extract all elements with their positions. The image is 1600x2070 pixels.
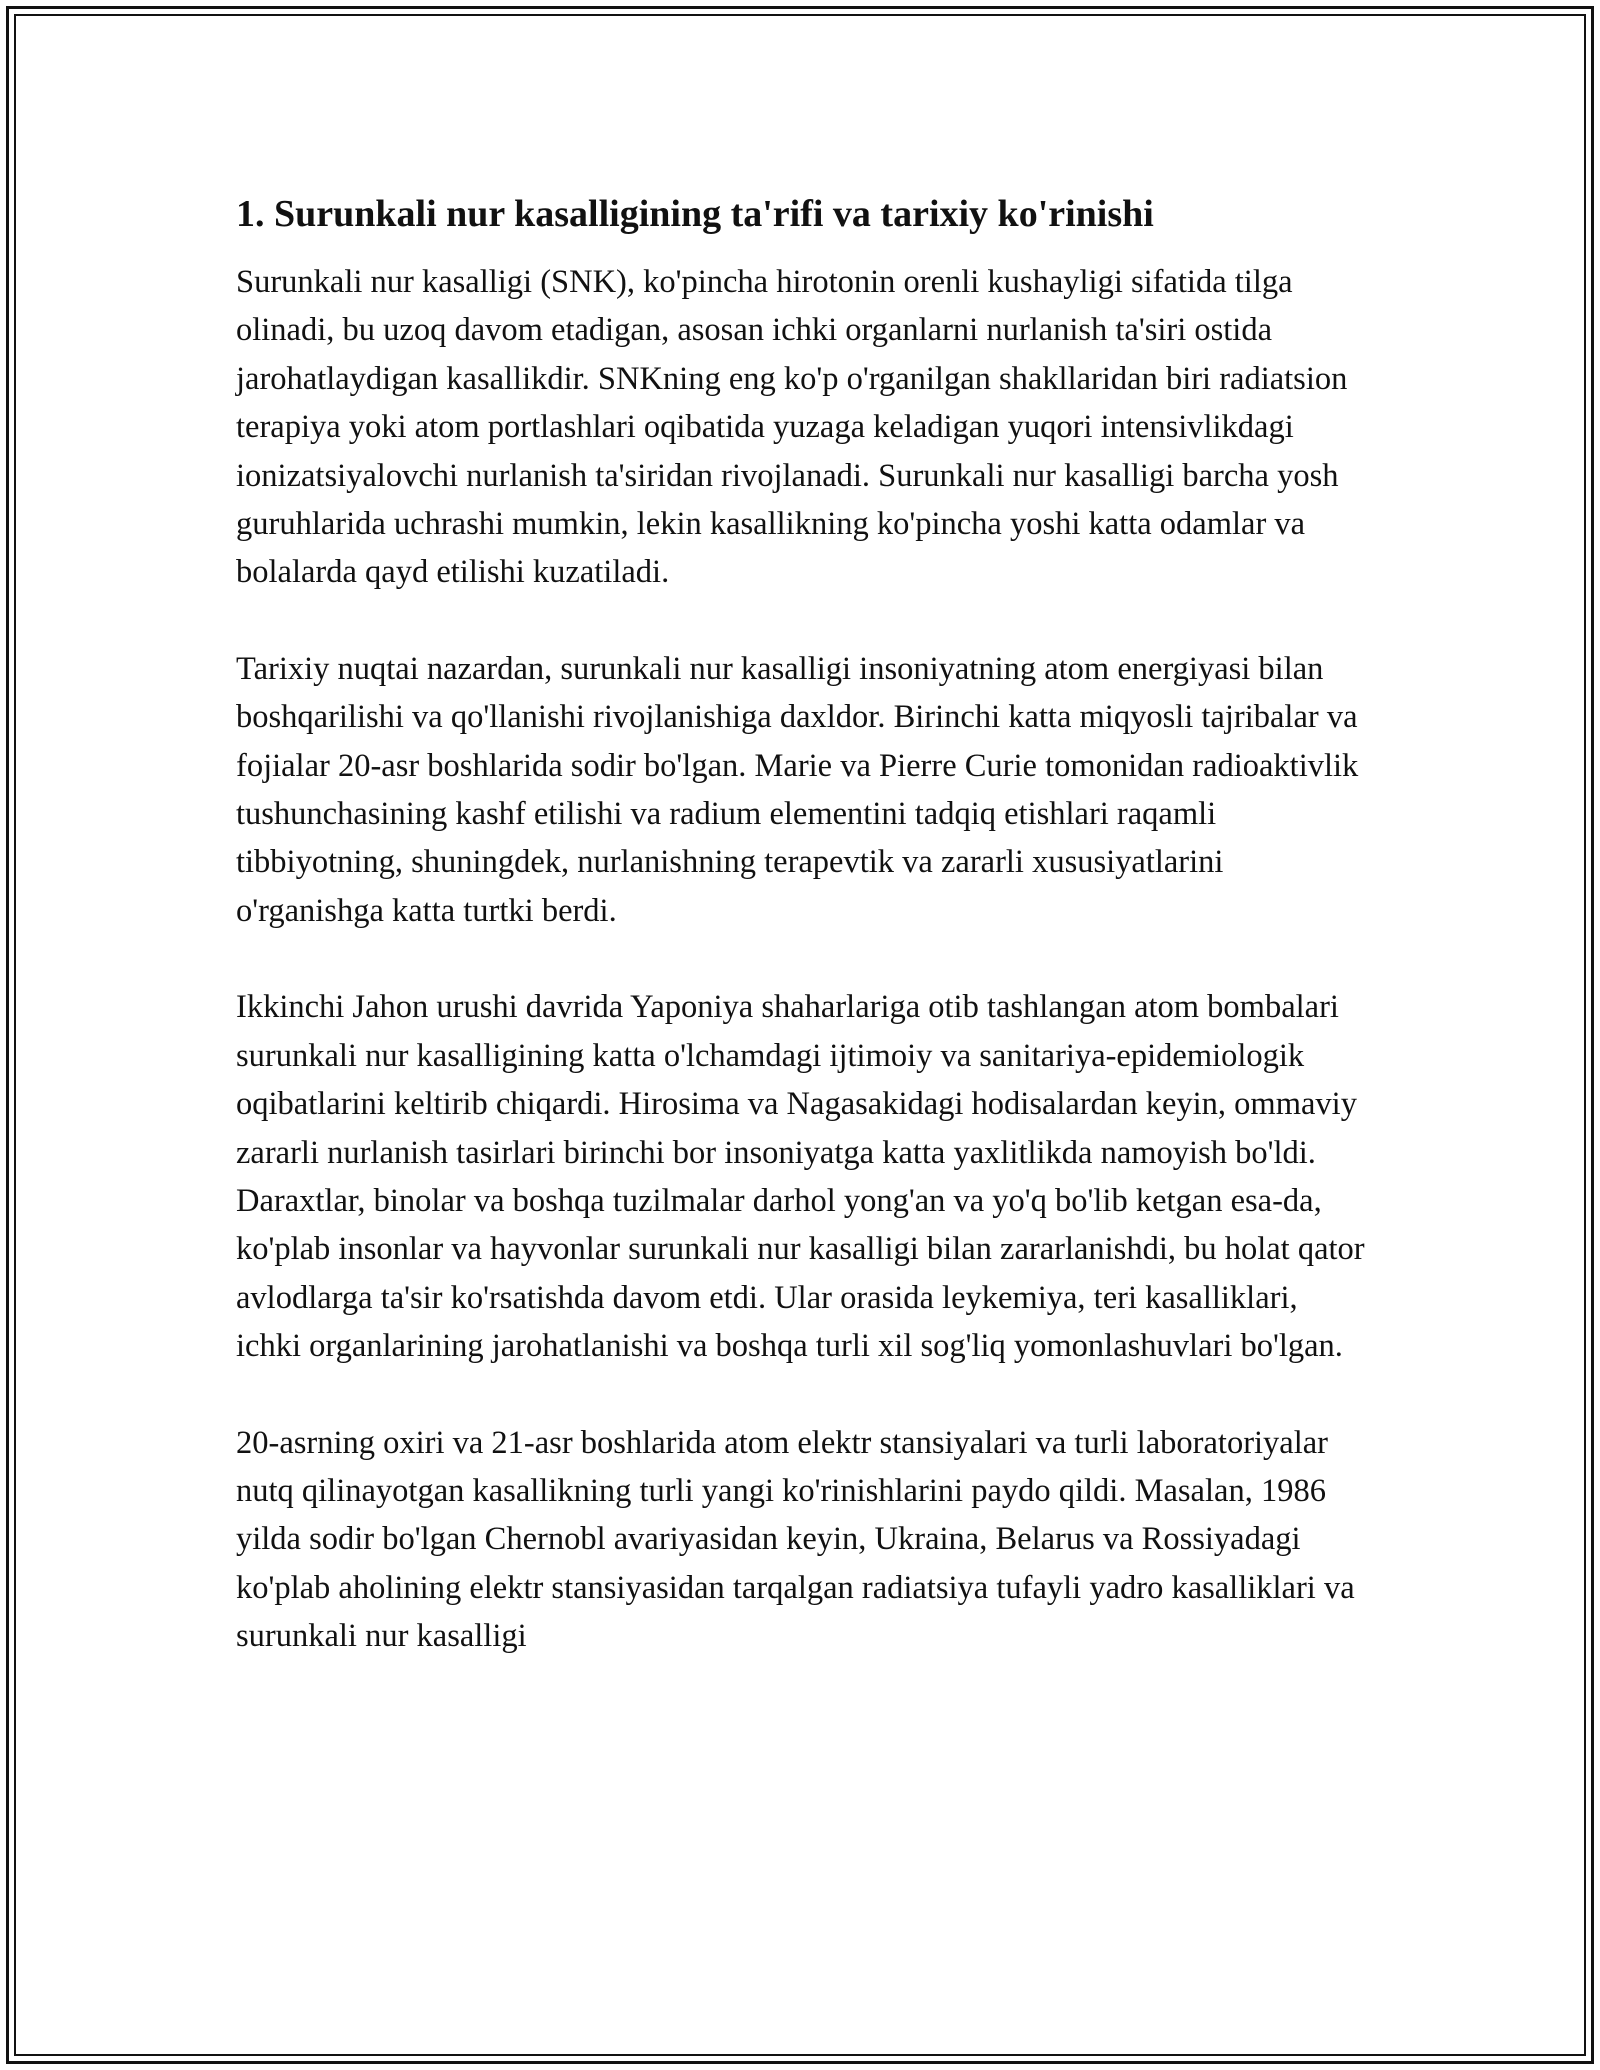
- paragraph-definition: Surunkali nur kasalligi (SNK), ko'pincha hirotonin orenli kushayligi sifatida tilga olinadi, bu uzoq davom etadigan, asosan ichki organlarni nurlanish ta'siri ostida jarohatlaydigan kasallikdir. SNKning eng ko'p o'rganilgan shakllaridan biri radiatsion terapiya yoki atom portlashlari oqibatida yuzaga keladigan yuqori intensivlikdagi ionizatsiyalovchi nurlanish ta'siridan rivojlanadi. Surunkali nur kasalligi barcha yosh guruhlarida uchrashi mumkin, lekin kasallikning ko'pincha yoshi katta odamlar va bolalarda qayd etilishi kuzatiladi.: [236, 264, 1348, 591]
- document-body: [236, 190, 1366, 1661]
- paragraph-history: Tarixiy nuqtai nazardan, surunkali nur kasalligi insoniyatning atom energiyasi bilan boshqarilishi va qo'llanishi rivojlanishiga daxldor. Birinchi katta miqyosli tajribalar va fojialar 20-asr boshlarida sodir bo'lgan. Marie va Pierre Curie tomonidan radioaktivlik tushunchasining kashf etilishi va radium elementini tadqiq etishlari raqamli tibbiyotning, shuningdek, nurlanishning terapevtik va zararli xususiyatlarini o'rganishga katta turtki berdi.: [236, 650, 1359, 929]
- paragraph-modern: 20-asrning oxiri va 21-asr boshlarida atom elektr stansiyalari va turli laboratoriyalar nutq qilinayotgan kasallikning turli yangi ko'rinishlarini paydo qildi. Masalan, 1986 yilda sodir bo'lgan Chernobl avariyasidan keyin, Ukraina, Belarus va Rossiyadagi ko'plab aholining elektr stansiyasidan tarqalgan radiatsiya tufayli yadro kasalliklari va surunkali nur kasalligi: [236, 1424, 1355, 1655]
- paragraph-world-war: Ikkinchi Jahon urushi davrida Yaponiya shaharlariga otib tashlangan atom bombalari surunkali nur kasalligining katta o'lchamdagi ijtimoiy va sanitariya-epidemiologik oqibatlarini keltirib chiqardi. Hirosima va Nagasakidagi hodisalardan keyin, ommaviy zararli nurlanish tasirlari birinchi bor insoniyatga katta yaxlitlikda namoyish bo'ldi. Daraxtlar, binolar va boshqa tuzilmalar darhol yong'an va yo'q bo'lib ketgan esa-da, ko'plab insonlar va hayvonlar surunkali nur kasalligi bilan zararlanishdi, bu holat qator avlodlarga ta'sir ko'rsatishda davom etdi. Ular orasida leykemiya, teri kasalliklari, ichki organlarining jarohatlanishi va boshqa turli xil sog'liq yomonlashuvlari bo'lgan.: [236, 989, 1365, 1365]
- section-heading: 1. Surunkali nur kasalligining ta'rifi va tarixiy ko'rinishi: [236, 193, 1154, 235]
